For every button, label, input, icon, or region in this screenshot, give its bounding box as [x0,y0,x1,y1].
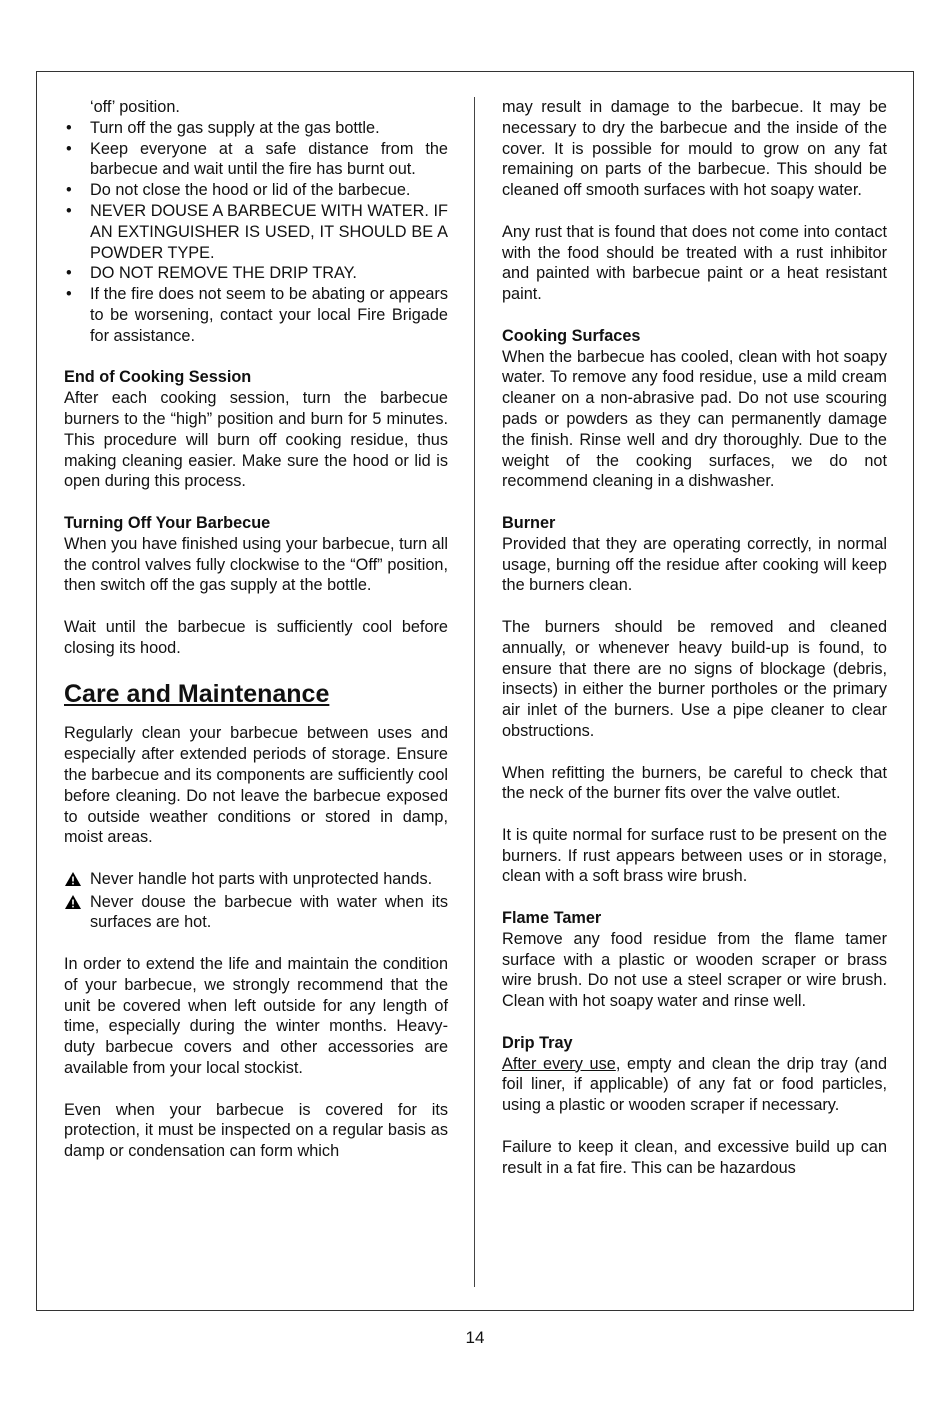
bullet-icon: • [66,118,72,137]
bullet-icon: • [66,285,72,304]
burner-section [502,513,887,596]
end-session-heading: End of Cooking Session [64,368,252,387]
continued-text: ‘off’ position. [90,98,180,116]
care-intro-text: Regularly clean your barbecue between uses and especially after extended periods of storage. Ensure the barbecue and its components are sufficiently cool before cleaning. Do not leave the barbecue exposed to outside weather conditions or stored in damp, moist areas. [64,724,448,847]
fire-bullet-list [64,118,448,347]
continued-text-right: may result in damage to the barbecue. It may be necessary to dry the barbecue and the inside of the cover. It is possible for mould to grow on any fat remaining on parts of the barbecue. This should be cleaned off smooth surfaces with hot soapy water. [502,98,887,200]
inspection-text: Even when your barbecue is covered for its protection, it must be inspected on a regular basis as damp or condensation can form which [64,1100,448,1161]
end-session-body: After each cooking session, turn the barbecue burners to the “high” position and burn for 5 minutes. This procedure will burn off cooking residue, thus making cleaning easier. Make sure the hood or lid is open during this process. [64,389,448,491]
list-item: • NEVER DOUSE A BARBECUE WITH WATER. IF AN EXTINGUISHER IS USED, IT SHOULD BE A POWDER TYPE. [66,201,448,262]
bullet-icon: • [66,264,72,283]
warning-list [64,869,448,933]
care-maintenance-title: Care and Maintenance [64,680,330,709]
drip-tray-section [502,1033,887,1116]
flame-tamer-section [502,908,887,1012]
warning-triangle-icon [65,895,81,909]
drip-tray-heading: Drip Tray [502,1033,573,1052]
warning-item: Never handle hot parts with unprotected hands. [64,869,448,890]
cooking-surfaces-heading: Cooking Surfaces [502,326,641,345]
warning-triangle-icon [65,872,81,886]
burner-cleaning-text: The burners should be removed and cleaned annually, or whenever heavy build-up is found, to ensure that there are no signs of blockage (debris, insects) in either the burner portholes or the primary air inlet of the burners. Use a pipe cleaner to clear obstructions. [502,617,887,740]
list-item: • Turn off the gas supply at the gas bottle. [66,118,380,137]
cover-recommendation-text: In order to extend the life and maintain the condition of your barbecue, we strongly recommend that the unit be covered when left outside for any length of time, especially during the winter months. Heavy-duty barbecue covers and other accessories are available from your local stockist. [64,955,448,1078]
left-column [64,97,448,1162]
list-item: • Keep everyone at a safe distance from the barbecue and wait until the fire has burnt out. [66,139,448,179]
bullet-icon: • [66,139,72,158]
end-session-section [64,367,448,492]
drip-tray-underlined: After every use [502,1054,616,1073]
cool-before-closing-text: Wait until the barbecue is sufficiently cool before closing its hood. [64,617,448,657]
turning-off-heading: Turning Off Your Barbecue [64,513,271,532]
burner-heading: Burner [502,513,556,532]
list-item: • Do not close the hood or lid of the barbecue. [66,181,411,200]
bullet-icon: • [66,201,72,220]
cooking-surfaces-body: When the barbecue has cooled, clean with hot soapy water. To remove any food residue, use a mild cream cleaner on a non-abrasive pad. Do not use scouring pads or powders as they can permanently damage the finish. Rinse well and dry thoroughly. Due to the weight of the cooking surfaces, we do not recommend cleaning in a dishwasher. [502,347,887,491]
drip-tray-body: , empty and clean the drip tray (and foil liner, if applicable) of any fat or food particles, using a plastic or wooden scraper if necessary. [502,1054,888,1115]
column-divider [474,97,475,1287]
bullet-icon: • [66,181,72,200]
burner-rust-text: It is quite normal for surface rust to be present on the burners. If rust appears between uses or in storage, clean with a soft brass wire brush. [502,825,887,886]
turning-off-section [64,513,448,596]
page-number: 14 [465,1328,485,1347]
turning-off-body: When you have finished using your barbecue, turn all the control valves fully clockwise to the “Off” position, then switch off the gas supply at the bottle. [64,534,448,595]
burner-refitting-text: When refitting the burners, be careful to check that the neck of the burner fits over the valve outlet. [502,763,887,803]
right-column [502,97,887,1178]
burner-body: Provided that they are operating correctly, in normal usage, burning off the residue after cooking will keep the burners clean. [502,534,887,595]
warning-item: Never douse the barbecue with water when its surfaces are hot. [64,892,448,934]
flame-tamer-heading: Flame Tamer [502,909,602,928]
flame-tamer-body: Remove any food residue from the flame tamer surface with a plastic or wooden scraper or brass wire brush. Do not use a steel scraper or wire brush. Clean with hot soapy water and rinse well. [502,929,887,1011]
list-item: • If the fire does not seem to be abating or appears to be worsening, contact your local Fire Brigade for assistance. [66,285,448,345]
cooking-surfaces-section [502,326,887,492]
rust-text: Any rust that is found that does not come into contact with the food should be treated with a rust inhibitor and painted with barbecue paint or a heat resistant paint. [502,222,887,304]
fat-fire-warning-text: Failure to keep it clean, and excessive build up can result in a fat fire. This can be hazardous [502,1137,887,1177]
list-item: • DO NOT REMOVE THE DRIP TRAY. [66,264,357,283]
